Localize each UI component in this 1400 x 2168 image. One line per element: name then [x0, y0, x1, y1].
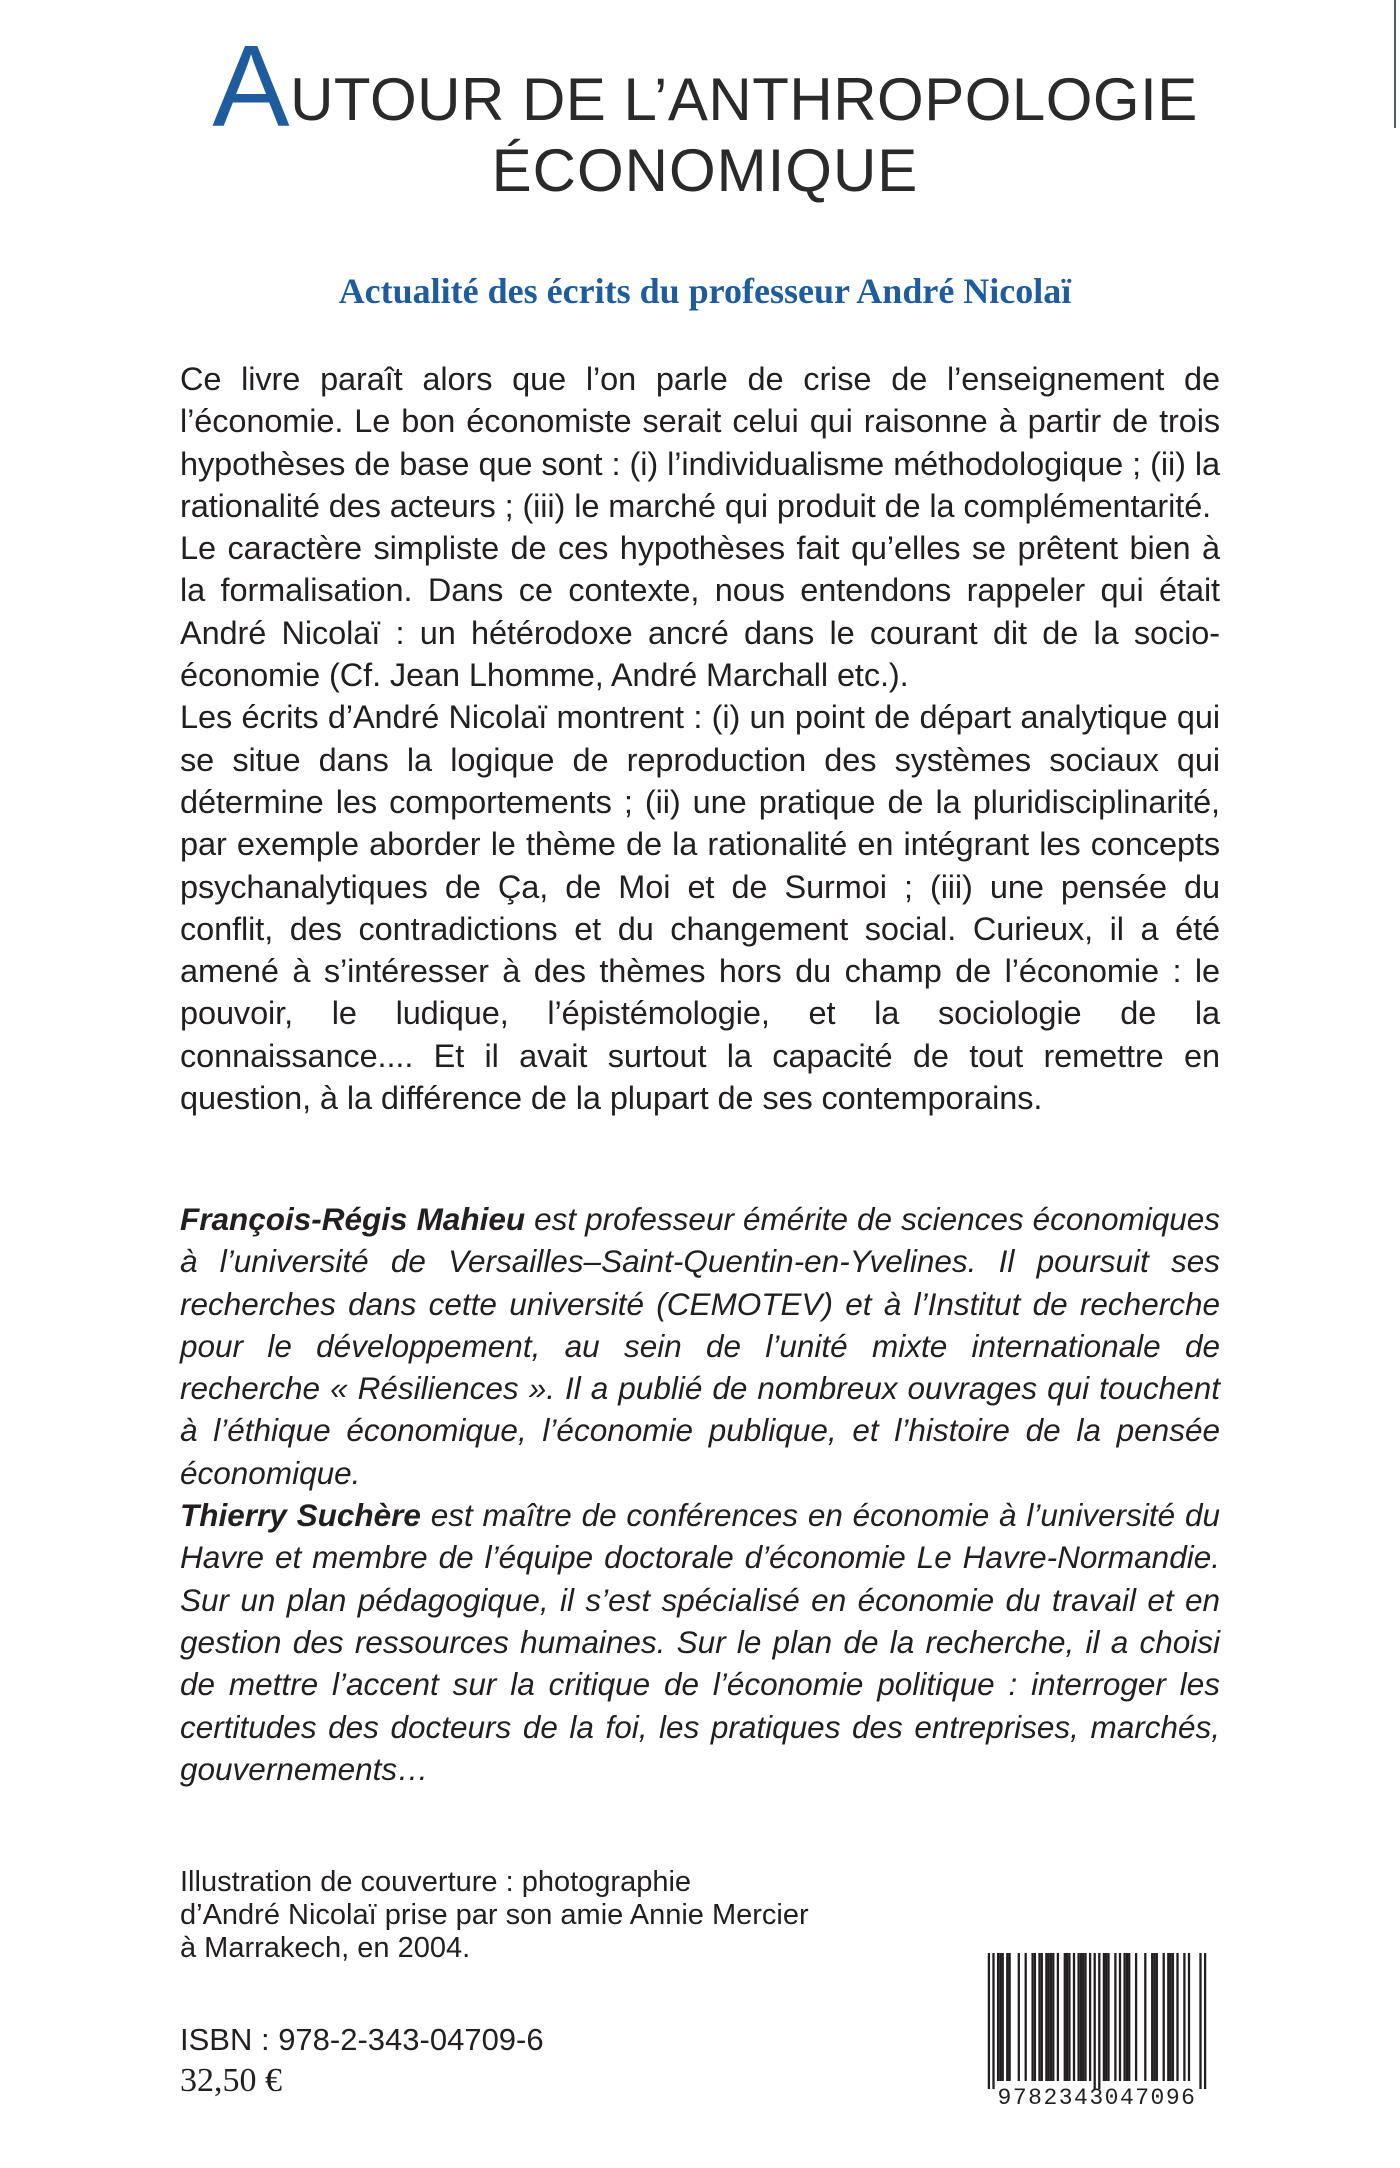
author-bio-2 [180, 1494, 1220, 1790]
barcode-bar [1172, 1953, 1174, 2081]
blurb-p3-text-3: une pratique de la pluridisciplinarité, par exemple aborder le thème de la rationalité en intégrant les concepts psychanalytiques de Ça, de Moi et de Surmoi ; [180, 783, 1220, 905]
title-line-1-rest: UTOUR DE L’ANTHROPOLOGIE [290, 66, 1198, 133]
barcode-bar [1052, 1953, 1054, 2081]
book-subtitle: Actualité des écrits du professeur André Nicolaï [338, 271, 1072, 311]
barcode-bar [1151, 1953, 1153, 2081]
barcode-bar [1103, 1953, 1105, 2081]
author-name-1: François-Régis Mahieu [180, 1201, 526, 1237]
author-bio-text-1: est professeur émérite de sciences économiques à l’université de Versailles–Saint-Quentin-en-Yvelines. Il poursuit ses recherches dans cette université (CEMOTEV) et à l’Institut de recherche pour le développement, au sein de l’unité mixte internationale de recherche « Résiliences ». Il a publié de nombreux ouvrages qui touchent à l’éthique économique, l’économie publique, et l’histoire de la pensée économique. [180, 1201, 1221, 1491]
barcode-bar [1123, 1953, 1125, 2081]
barcode-bar [1156, 1953, 1158, 2081]
barcode-bar [1188, 1953, 1190, 2081]
blurb-p3-text-1: Les écrits d’André Nicolaï montrent : [180, 699, 712, 736]
blurb-p1-text-1: Ce livre paraît alors que l’on parle de crise de l’enseignement de l’économie. Le bon économiste serait celui qui raisonne à partir de trois hypothèses de base que sont : [180, 361, 1220, 482]
barcode-bar [1080, 1953, 1082, 2081]
barcode-bar [1068, 1953, 1070, 2081]
barcode [978, 1951, 1216, 2120]
barcode-bar [1167, 1953, 1169, 2081]
barcode-bar [988, 1953, 990, 2089]
barcode-bar [1105, 1953, 1107, 2081]
barcode-bar [1084, 1953, 1086, 2081]
barcode-bar [1077, 1953, 1079, 2081]
barcode-bar [1066, 1953, 1068, 2081]
credit-line-3: à Marrakech, en 2004. [180, 1932, 471, 1964]
barcode-bar [1034, 1953, 1036, 2081]
barcode-bar [1008, 1953, 1010, 2081]
blurb-p3-text-2: un point de départ analytique qui se situe dans la logique de reproduction des systèmes sociaux qui détermine les comportements ; [180, 699, 1220, 820]
barcode-bar [1006, 1953, 1008, 2081]
author-name-2: Thierry Suchère [180, 1497, 421, 1534]
list-marker: (iii) [929, 868, 973, 905]
blurb [180, 358, 1220, 1119]
barcode-bar [1126, 1953, 1128, 2081]
barcode-bar [1045, 1953, 1047, 2081]
blurb-paragraph-1 [180, 358, 1220, 527]
barcode-bar [1098, 1953, 1100, 2089]
barcode-bar [1119, 1953, 1121, 2081]
barcode-bar [1107, 1953, 1109, 2081]
blurb-p1-text-2: l’individualisme méthodologique ; [658, 445, 1151, 482]
barcode-bar [1082, 1953, 1084, 2081]
barcode-bar [1128, 1953, 1130, 2081]
list-marker: (iii) [522, 487, 566, 524]
title-line-2: ÉCONOMIQUE [491, 136, 919, 204]
blurb-p3-text-4: une pensée du conflit, des contradictions et du changement social. Curieux, il a été amené à s’intéresser à des thèmes hors du champ de l’économie : le pouvoir, le ludique, l’épistémologie, et la sociologie de la connaissance.... Et il avait surtout la capacité de tout remettre en question, à la différence de la plupart de ses contemporains. [180, 868, 1220, 1117]
barcode-number: 9782343047096 [997, 2085, 1197, 2111]
barcode-bar [1135, 1953, 1137, 2081]
title-drop-initial: A [212, 21, 291, 151]
list-marker: (ii) [644, 783, 681, 820]
barcode-bar [1018, 1953, 1020, 2081]
price: 32,50 € [180, 2062, 282, 2099]
cover-illustration-credit [180, 1866, 940, 1965]
author-bio-1 [180, 1198, 1220, 1494]
barcode-bars [978, 1951, 1216, 2091]
barcode-bar [999, 1953, 1001, 2081]
barcode-bar [1094, 1953, 1096, 2089]
barcode-bar [1176, 1953, 1178, 2081]
barcode-bar [1048, 1953, 1050, 2081]
barcode-bar [1064, 1953, 1066, 2081]
isbn: ISBN : 978-2-343-04709-6 [180, 2022, 544, 2057]
credit-line-1: Illustration de couverture : photographie [180, 1866, 692, 1898]
barcode-bar [1073, 1953, 1075, 2081]
barcode-bar [1114, 1953, 1116, 2081]
book-title [150, 21, 1260, 204]
barcode-bar [1038, 1953, 1040, 2081]
barcode-bar [1050, 1953, 1052, 2081]
blurb-p1-text-4: le marché qui produit de la complémentarité. [565, 487, 1212, 524]
barcode-bar [992, 1953, 994, 2089]
author-bio-text-2: est maître de conférences en économie à l’université du Havre et membre de l’équipe doctorale d’économie Le Havre-Normandie. Sur un plan pédagogique, il s’est spécialisé en économie du travail et en gestion des ressources humaines. Sur le plan de la recherche, il a choisi de mettre l’accent sur la critique de l’économie politique : interroger les certitudes des docteurs de la foi, les pratiques des entreprises, marchés, gouvernements… [180, 1497, 1220, 1787]
blurb-p1-text-3: la rationalité des acteurs ; [180, 445, 1221, 524]
credit-line-2: d’André Nicolaï prise par son amie Annie Mercier [180, 1899, 809, 1931]
barcode-bar [1163, 1953, 1165, 2081]
barcode-bar [1089, 1953, 1091, 2081]
blurb-paragraph-2: Le caractère simpliste de ces hypothèses fait qu’elles se prêtent bien à la formalisation. Dans ce contexte, nous entendons rappeler qui était André Nicolaï : un hétérodoxe ancré dans le courant dit de la socio-économie (Cf. Jean Lhomme, André Marchall etc.). [180, 530, 1220, 694]
cover-edge-line [1394, 0, 1396, 128]
blurb-paragraph-3 [180, 696, 1220, 1119]
barcode-bar [1144, 1953, 1146, 2081]
title-line-1 [150, 21, 1260, 151]
barcode-bar [1041, 1953, 1043, 2081]
list-marker: (ii) [1150, 445, 1186, 482]
barcode-bar [1002, 1953, 1004, 2081]
barcode-bar [1169, 1953, 1171, 2081]
barcode-bar [1153, 1953, 1155, 2081]
barcode-bar [1031, 1953, 1033, 2081]
barcode-bar [1204, 1953, 1206, 2089]
barcode-bar [1025, 1953, 1027, 2081]
barcode-bar [997, 1953, 999, 2081]
list-marker: (i) [711, 699, 741, 736]
list-marker: (i) [629, 445, 659, 482]
barcode-bar [1057, 1953, 1059, 2081]
author-bios [180, 1198, 1220, 1790]
barcode-bar [1183, 1953, 1185, 2081]
barcode-bar [1199, 1953, 1201, 2089]
